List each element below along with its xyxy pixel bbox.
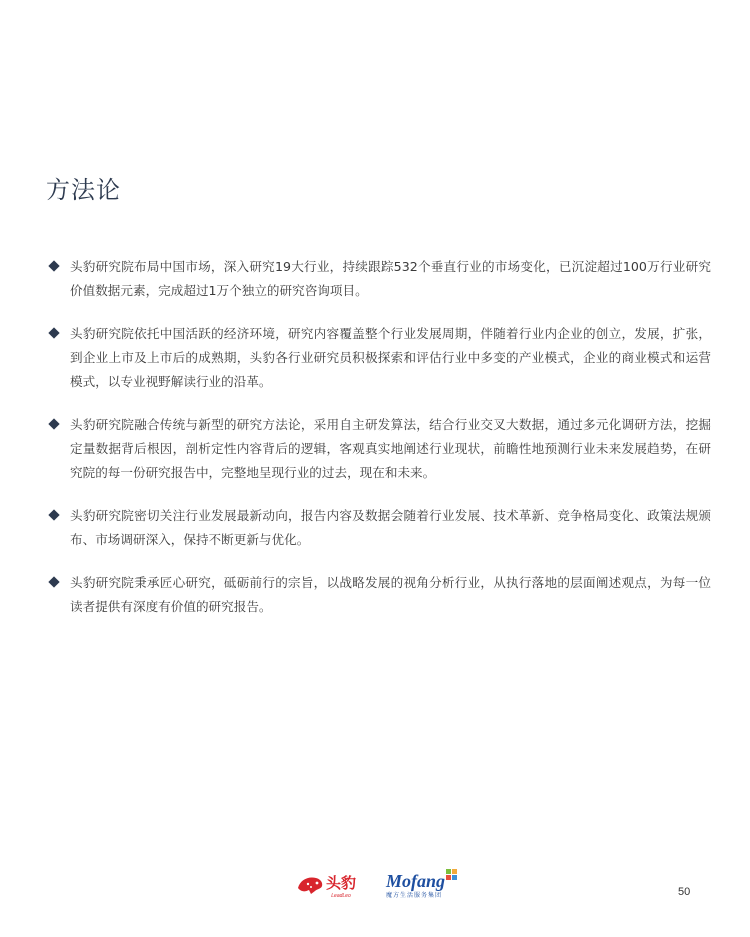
list-item-text: 头豹研究院布局中国市场，深入研究19大行业，持续跟踪532个垂直行业的市场变化，已沉淀超过100万行业研究价值数据元素，完成超过1万个独立的研究咨询项目。	[70, 259, 711, 298]
diamond-bullet-icon	[48, 576, 59, 587]
mofang-logo-subtext: 魔方生活服务集团	[386, 891, 443, 899]
diamond-bullet-icon	[48, 418, 59, 429]
leopard-icon	[296, 874, 324, 896]
page-number: 50	[678, 886, 691, 898]
list-item-text: 头豹研究院依托中国活跃的经济环境，研究内容覆盖整个行业发展周期，伴随着行业内企业的创立，发展，扩张，到企业上市及上市后的成熟期，头豹各行业研究员积极探索和评估行业中多变的产业模式，企业的商业模式和运营模式，以专业视野解读行业的沿革。	[70, 326, 711, 389]
methodology-list	[46, 255, 711, 638]
mofang-cube-icon	[446, 869, 458, 881]
list-item-text: 头豹研究院秉承匠心研究，砥砺前行的宗旨，以战略发展的视角分析行业，从执行落地的层面阐述观点，为每一位读者提供有深度有价值的研究报告。	[70, 575, 711, 614]
page-title: 方法论	[46, 176, 121, 204]
list-item	[46, 322, 711, 394]
mofang-logo-text: Mofang	[386, 870, 446, 891]
list-item	[46, 255, 711, 303]
list-item	[46, 413, 711, 485]
diamond-bullet-icon	[48, 509, 59, 520]
toubao-logo	[296, 872, 356, 899]
toubao-logo-text: 头豹	[326, 873, 357, 892]
footer-logos	[296, 860, 458, 910]
list-item-text: 头豹研究院密切关注行业发展最新动向，报告内容及数据会随着行业发展、技术革新、竞争格局变化、政策法规颁布、市场调研深入，保持不断更新与优化。	[70, 508, 711, 547]
toubao-logo-subtext: LeadLeo	[331, 892, 351, 899]
mofang-logo	[386, 872, 458, 899]
diamond-bullet-icon	[48, 327, 59, 338]
diamond-bullet-icon	[48, 260, 59, 271]
list-item-text: 头豹研究院融合传统与新型的研究方法论，采用自主研发算法，结合行业交叉大数据，通过多元化调研方法，挖掘定量数据背后根因，剖析定性内容背后的逻辑，客观真实地阐述行业现状，前瞻性地预测行业未来发展趋势，在研究院的每一份研究报告中，完整地呈现行业的过去，现在和未来。	[70, 417, 711, 480]
list-item	[46, 504, 711, 552]
list-item	[46, 571, 711, 619]
